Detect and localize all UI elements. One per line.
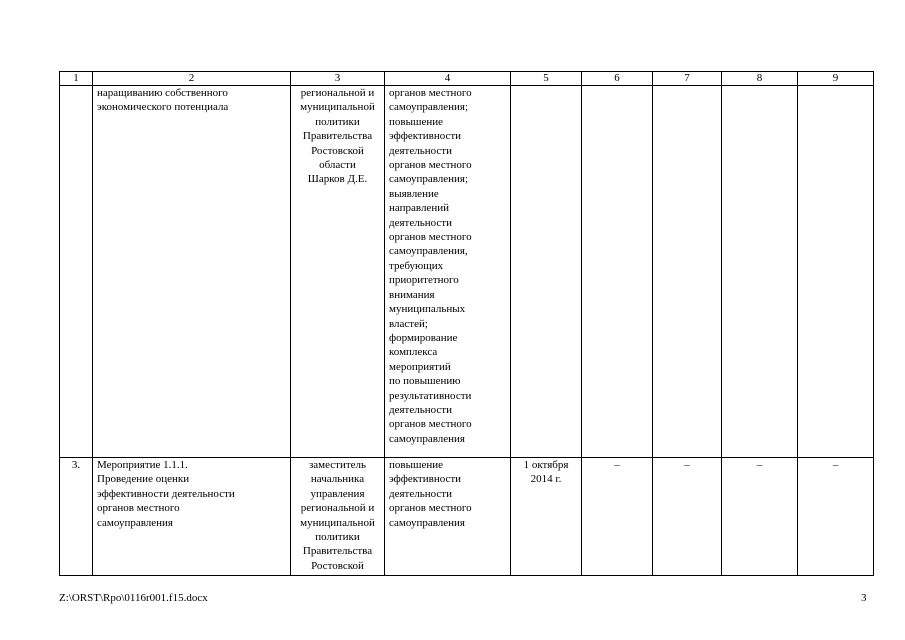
responsible-cell: заместитель начальника управления региональной и муниципальной политики Правительства Ростовской bbox=[291, 458, 385, 576]
header-cell-9: 9 bbox=[798, 72, 874, 86]
table-row bbox=[60, 86, 874, 458]
table-header-row bbox=[60, 72, 874, 86]
header-cell-5: 5 bbox=[511, 72, 582, 86]
header-cell-7: 7 bbox=[653, 72, 722, 86]
row-number-cell: 3. bbox=[60, 458, 93, 576]
activity-name-cell: наращиванию собственного экономического потенциала bbox=[93, 86, 291, 458]
activity-name-cell: Мероприятие 1.1.1. Проведение оценки эффективности деятельности органов местного самоуправления bbox=[93, 458, 291, 576]
cell-col6: – bbox=[582, 458, 653, 576]
deadline-cell: 1 октября 2014 г. bbox=[511, 458, 582, 576]
footer-file-path: Z:\ORST\Rpo\0116r001.f15.docx bbox=[59, 592, 208, 604]
cell-col9 bbox=[798, 86, 874, 458]
header-cell-4: 4 bbox=[385, 72, 511, 86]
row-number-cell bbox=[60, 86, 93, 458]
cell-col6 bbox=[582, 86, 653, 458]
cell-col7: – bbox=[653, 458, 722, 576]
header-cell-8: 8 bbox=[722, 72, 798, 86]
cell-col9: – bbox=[798, 458, 874, 576]
cell-col8 bbox=[722, 86, 798, 458]
header-cell-1: 1 bbox=[60, 72, 93, 86]
cell-col8: – bbox=[722, 458, 798, 576]
expected-result-cell: органов местного самоуправления; повышение эффективности деятельности органов местного самоуправления; выявление направлений деятельности органов местного самоуправления, требующих приоритетного внимания муниципальных властей; формирование комплекса мероприятий по повышению результативности деятельности органов местного самоуправления bbox=[385, 86, 511, 458]
header-cell-3: 3 bbox=[291, 72, 385, 86]
expected-result-cell: повышение эффективности деятельности органов местного самоуправления bbox=[385, 458, 511, 576]
footer-page-number: 3 bbox=[861, 592, 867, 604]
deadline-cell bbox=[511, 86, 582, 458]
document-table bbox=[59, 71, 874, 576]
cell-col7 bbox=[653, 86, 722, 458]
header-cell-2: 2 bbox=[93, 72, 291, 86]
table-row bbox=[60, 458, 874, 576]
header-cell-6: 6 bbox=[582, 72, 653, 86]
responsible-cell: региональной и муниципальной политики Правительства Ростовской области Шарков Д.Е. bbox=[291, 86, 385, 458]
